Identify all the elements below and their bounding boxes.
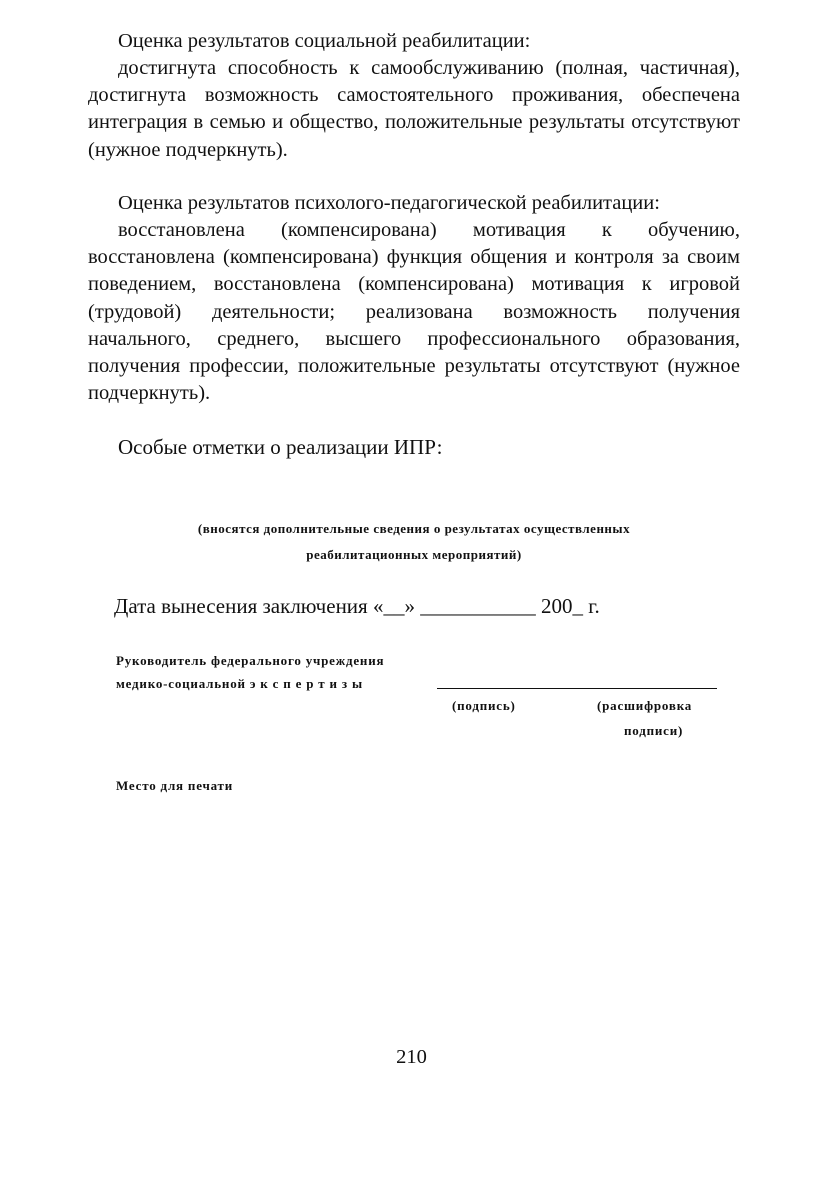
decoding-caption-line-2: подписи)	[624, 723, 684, 738]
special-notes-instruction-line-2: реабилитационных мероприятий)	[306, 547, 522, 562]
special-notes-instruction-line-1: (вносятся дополнительные сведения о результатах осуществленных	[197, 521, 631, 536]
social-rehab-text: достигнута способность к самообслуживанию (полная, частичная), достигнута возможность самостоятельного проживания, обеспечена интеграция в семью и общество, положительные результаты отсутствуют (нужное подчеркнуть).	[88, 57, 740, 161]
signature-line	[437, 688, 717, 689]
psycho-rehab-heading: Оценка результатов психолого-педагогической реабилитации:	[118, 192, 660, 214]
social-rehab-heading: Оценка результатов социальной реабилитации:	[118, 30, 531, 52]
signature-caption: (подпись)	[452, 698, 516, 713]
conclusion-date-line: Дата вынесения заключения «__» ___________ 200_ г.	[114, 594, 600, 618]
stamp-place-label: Место для печати	[116, 778, 234, 793]
psycho-rehab-text: восстановлена (компенсирована) мотивация к обучению, восстановлена (компенсирована) функция общения и контроля за своим поведением, восстановлена (компенсирована) мотивация к игровой (трудовой) деятельности; реализована возможность получения начального, среднего, высшего профессионального образования, получения профессии, положительные результаты отсутствуют (нужное подчеркнуть).	[88, 219, 740, 405]
decoding-caption-line-1: (расшифровка	[597, 698, 693, 713]
page-number: 210	[396, 1046, 427, 1068]
special-notes-heading: Особые отметки о реализации ИПР:	[118, 435, 443, 459]
head-title-line-2: медико-социальной э к с п е р т и з ы	[116, 676, 363, 691]
head-title-line-1: Руководитель федерального учреждения	[116, 653, 385, 668]
